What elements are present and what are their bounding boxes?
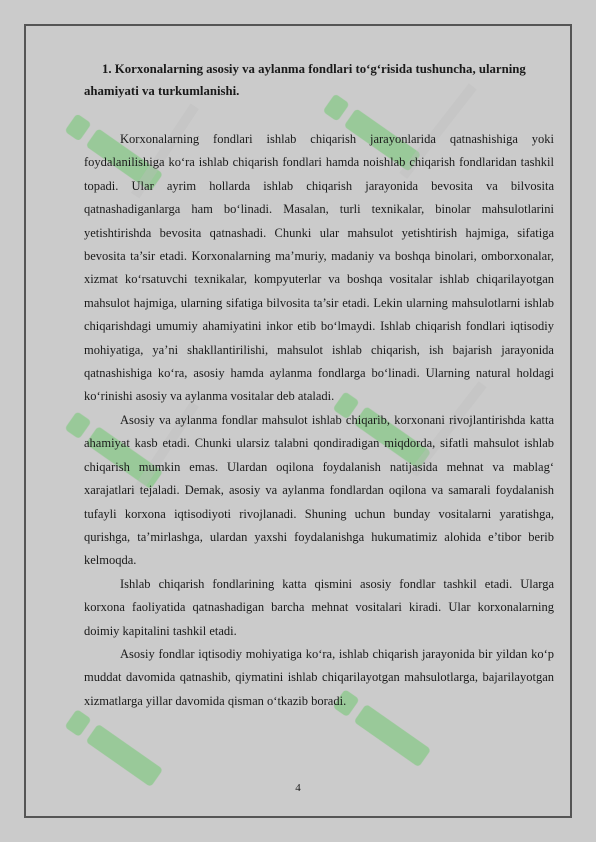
section-heading: 1. Korxonalarning asosiy va aylanma fondlari to‘g‘risida tushuncha, ularning ahamiyati va turkumlanishi. <box>84 62 526 98</box>
paragraph-list <box>84 128 554 713</box>
document-page <box>24 24 572 818</box>
page-number: 4 <box>295 782 301 794</box>
paragraph: Asosiy va aylanma fondlar mahsulot ishlab chiqarib, korxonani rivojlantirishda katta ahamiyat kasb etadi. Chunki ularsiz talabni qondiradigan miqdorda, sifatli mahsulot ishlab chiqarish mumkin emas. Ulardan oqilona foydalanish natijasida mehnat va mablag‘ xarajatlari tejaladi. Demak, asosiy va aylanma fondlardan oqilona va samarali foydalanish tufayli korxona iqtisodiyoti rivojlanadi. Shuning uchun bunday vositalarni yaratishga, qurishga, ta’mirlashga, ulardan yaxshi foydalanishga hukumatimiz alohida e’tibor berib kelmoqda. <box>84 412 554 568</box>
paragraph: Korxonalarning fondlari ishlab chiqarish jarayonlarida qatnashishiga yoki foydalanilishiga ko‘ra ishlab chiqarish fondlari hamda noishlab chiqarish fondlaridan tashkil topadi. Ular ayrim hollarda ishlab chiqarish jarayonida bevosita va bilvosita qatnashadiganlarga ham bo‘linadi. Masalan, turli texnikalar, binolar mahsulotlarini yetishtirishda bevosita qatnashadi. Chunki ular mahsulot yetishtirish hajmiga, sifatiga bevosita ta’sir etadi. Korxonalarning ma’muriy, madaniy va boshqa binolari, omborxonalar, xizmat ko‘rsatuvchi texnikalar, kompyuterlar va boshqa vositalar ishlab chiqarilayotgan mahsulot hajmiga, ularning sifatiga bilvosita ta’sir etadi. Lekin ularning mahsulotlarni ishlab chiqarishdagi umumiy ahamiyatini inkor etib bo‘lmaydi. Ishlab chiqarish fondlari iqtisodiy mohiyatiga, ya’ni shakllantirilishi, mahsulot ishlab chiqarish, ish bajarish jarayonida qatnashishiga ko‘ra, asosiy hamda aylanma fondlarga bo‘linadi. Ularning natural holdagi ko‘rinishi asosiy va aylanma vositalar deb ataladi. <box>84 132 554 404</box>
paragraph: Ishlab chiqarish fondlarining katta qismini asosiy fondlar tashkil etadi. Ularga korxona faoliyatida qatnashadigan barcha mehnat vositalari kiradi. Ular korxonalarning doimiy kapitalini tashkil etadi. <box>84 576 554 638</box>
paragraph: Asosiy fondlar iqtisodiy mohiyatiga ko‘ra, ishlab chiqarish jarayonida bir yildan ko‘p muddat davomida qatnashib, qiymatini ishlab chiqarilayotgan mahsulotlarga, bajarilayotgan xizmatlarga yillar davomida qisman o‘tkazib boradi. <box>84 646 554 708</box>
document-body <box>84 58 554 713</box>
